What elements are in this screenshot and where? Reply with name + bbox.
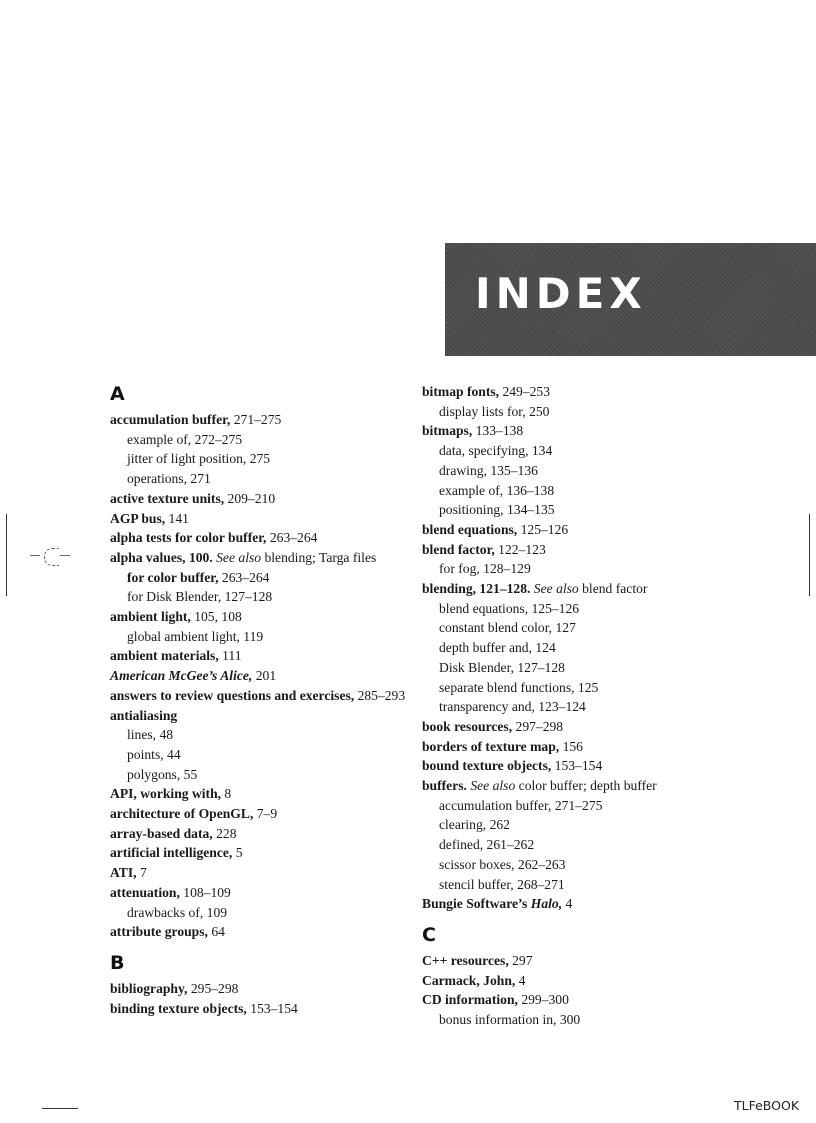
see-also-ref: [467, 778, 515, 793]
entry-pages: 249–253: [499, 384, 551, 399]
entry-term: CD information,: [422, 992, 518, 1008]
bottom-rule: [42, 1108, 78, 1109]
section-letter: A: [110, 383, 125, 405]
entry-term: Bungie Software’s: [422, 896, 528, 912]
index-entry: [110, 863, 410, 883]
see-also-label: See also: [530, 581, 579, 597]
index-entry: [110, 999, 410, 1019]
index-subentry: [110, 568, 410, 588]
index-entry: [422, 540, 722, 560]
entry-primary-page: 100.: [185, 549, 213, 565]
entry-pages: 7: [136, 865, 147, 881]
index-entry: [110, 528, 410, 548]
entry-term: C++ resources,: [422, 952, 509, 968]
index-subentry: global ambient light, 119: [127, 628, 264, 644]
entry-pages: 201: [252, 668, 277, 684]
entry-pages: 133–138: [472, 423, 524, 439]
footer-mark: TLFeBOOK: [734, 1098, 800, 1113]
registration-tick: [30, 555, 40, 556]
entry-term: alpha values,: [110, 549, 186, 565]
entry-pages: 209–210: [224, 490, 276, 506]
entry-term: ambient materials,: [110, 648, 219, 664]
index-entry: [110, 804, 410, 824]
entry-term: borders of texture map,: [422, 738, 560, 754]
index-entry: [110, 548, 410, 568]
index-subentry: points, 44: [127, 746, 181, 762]
entry-term: bitmap fonts,: [422, 384, 500, 399]
entry-pages: color buffer; depth buffer: [515, 778, 657, 794]
entry-pages: 285–293: [354, 687, 406, 703]
index-subentry: transparency and, 123–124: [439, 699, 586, 715]
index-subentry: accumulation buffer, 271–275: [439, 797, 603, 813]
index-subentry: constant blend color, 127: [439, 620, 576, 636]
index-subentry: display lists for, 250: [439, 403, 550, 419]
entry-term: for color buffer,: [127, 569, 219, 585]
entry-pages: 297–298: [512, 718, 564, 734]
entry-pages: 156: [559, 738, 583, 754]
entry-pages: blend factor: [578, 581, 648, 597]
entry-term: active texture units,: [110, 490, 225, 506]
entry-pages: 297: [508, 952, 533, 968]
registration-mark-icon: [44, 548, 59, 566]
entry-term: AGP bus,: [110, 510, 166, 526]
entry-term: array-based data,: [110, 825, 213, 841]
entry-term: blend factor,: [422, 541, 495, 557]
index-entry: [422, 990, 722, 1010]
entry-pages: 263–264: [266, 530, 318, 546]
entry-term: answers to review questions and exercises,: [110, 687, 355, 703]
entry-term: American McGee’s Alice,: [110, 668, 253, 684]
index-entry: [110, 509, 410, 529]
registration-tick: [60, 555, 70, 556]
index-entry: [422, 382, 722, 402]
see-also-label: See also: [212, 549, 262, 565]
index-subentry: for fog, 128–129: [439, 561, 531, 577]
entry-term: Carmack, John,: [422, 972, 516, 988]
index-column-left: [110, 382, 410, 1018]
index-subentry: polygons, 55: [127, 766, 198, 782]
entry-term: bitmaps,: [422, 423, 473, 439]
see-also-ref: [213, 550, 261, 565]
index-entry: [110, 784, 410, 804]
banner-title: INDEX: [475, 269, 647, 318]
index-subentry: data, specifying, 134: [439, 443, 553, 459]
entry-pages: 108–109: [179, 884, 231, 900]
index-subentry: for Disk Blender, 127–128: [127, 589, 273, 605]
entry-pages: 105, 108: [190, 609, 242, 625]
index-subentry: lines, 48: [127, 727, 174, 743]
index-entry: [422, 717, 722, 737]
index-entry: [422, 756, 722, 776]
index-subentry: separate blend functions, 125: [439, 679, 599, 695]
index-entry: [110, 607, 410, 627]
entry-term: alpha tests for color buffer,: [110, 530, 267, 546]
entry-pages: 64: [207, 924, 225, 940]
entry-term: bound texture objects,: [422, 758, 552, 774]
index-subentry: positioning, 134–135: [439, 502, 555, 518]
section-letter: B: [110, 951, 125, 974]
entry-pages: 4: [562, 896, 573, 912]
index-subentry: defined, 261–262: [439, 837, 535, 853]
entry-pages: 8: [221, 786, 232, 802]
index-entry: [422, 520, 722, 540]
index-subentry: drawing, 135–136: [439, 462, 538, 478]
entry-term: architecture of OpenGL,: [110, 806, 254, 822]
section-letter: C: [422, 923, 436, 946]
entry-pages: 111: [218, 648, 242, 664]
crop-mark-right: [809, 514, 810, 596]
index-entry: [110, 410, 410, 430]
entry-term: artificial intelligence,: [110, 845, 233, 861]
entry-pages: 271–275: [230, 412, 282, 427]
see-also-label: See also: [466, 778, 516, 794]
entry-term: blend equations,: [422, 521, 518, 537]
entry-pages: blending; Targa files: [261, 549, 377, 565]
index-subentry: depth buffer and, 124: [439, 640, 556, 656]
index-entry: [110, 979, 410, 999]
crop-mark-left: [6, 514, 7, 596]
index-subentry: scissor boxes, 262–263: [439, 856, 566, 872]
entry-term: blending,: [422, 581, 477, 597]
index-entry: [110, 922, 410, 942]
entry-pages: 141: [165, 510, 189, 526]
entry-pages: 153–154: [246, 1000, 298, 1016]
entry-term: buffers.: [422, 778, 467, 794]
index-entry: [422, 951, 722, 971]
entry-term: attribute groups,: [110, 924, 208, 940]
entry-term: bibliography,: [110, 980, 188, 996]
entry-term: book resources,: [422, 718, 513, 734]
entry-term: binding texture objects,: [110, 1000, 247, 1016]
index-subentry: example of, 272–275: [127, 431, 243, 447]
index-subentry: blend equations, 125–126: [439, 600, 580, 616]
index-column-right: [422, 382, 722, 1030]
entry-pages: 299–300: [517, 992, 569, 1008]
index-subentry: stencil buffer, 268–271: [439, 876, 565, 892]
index-entry: [422, 737, 722, 757]
index-entry: [110, 824, 410, 844]
index-subentry: Disk Blender, 127–128: [439, 659, 565, 675]
entry-pages: 153–154: [551, 758, 603, 774]
index-entry: [422, 776, 722, 796]
index-entry: [110, 686, 410, 706]
entry-term: accumulation buffer,: [110, 412, 231, 427]
index-entry: [110, 646, 410, 666]
index-entry: [422, 894, 722, 914]
index-subentry: operations, 271: [127, 471, 211, 487]
entry-term: attenuation,: [110, 884, 180, 900]
index-banner: [445, 243, 816, 356]
see-also-ref: [530, 581, 578, 596]
index-subentry: drawbacks of, 109: [127, 904, 228, 920]
index-subentry: clearing, 262: [439, 817, 510, 833]
index-entry: [110, 883, 410, 903]
index-subentry: bonus information in, 300: [439, 1012, 581, 1028]
entry-pages: 4: [515, 972, 526, 988]
index-entry: [422, 421, 722, 441]
index-entry: [422, 579, 722, 599]
entry-term: ambient light,: [110, 609, 191, 625]
entry-pages: 5: [232, 845, 243, 861]
index-entry: [110, 843, 410, 863]
entry-term: API, working with,: [110, 786, 222, 802]
index-subentry: jitter of light position, 275: [127, 451, 271, 467]
entry-pages: 122–123: [494, 541, 546, 557]
entry-term-title: Halo,: [527, 896, 563, 912]
entry-pages: 228: [212, 825, 237, 841]
index-subentry: example of, 136–138: [439, 482, 555, 498]
entry-term: antialiasing: [110, 707, 178, 723]
entry-pages: 263–264: [218, 569, 270, 585]
entry-pages: 295–298: [187, 980, 239, 996]
entry-pages: 7–9: [253, 806, 278, 822]
index-entry: [110, 706, 410, 726]
index-entry: [110, 489, 410, 509]
entry-term: ATI,: [110, 865, 137, 881]
index-entry: [110, 666, 410, 686]
index-entry: [422, 971, 722, 991]
entry-primary-page: 121–128.: [476, 581, 531, 597]
entry-pages: 125–126: [517, 521, 569, 537]
